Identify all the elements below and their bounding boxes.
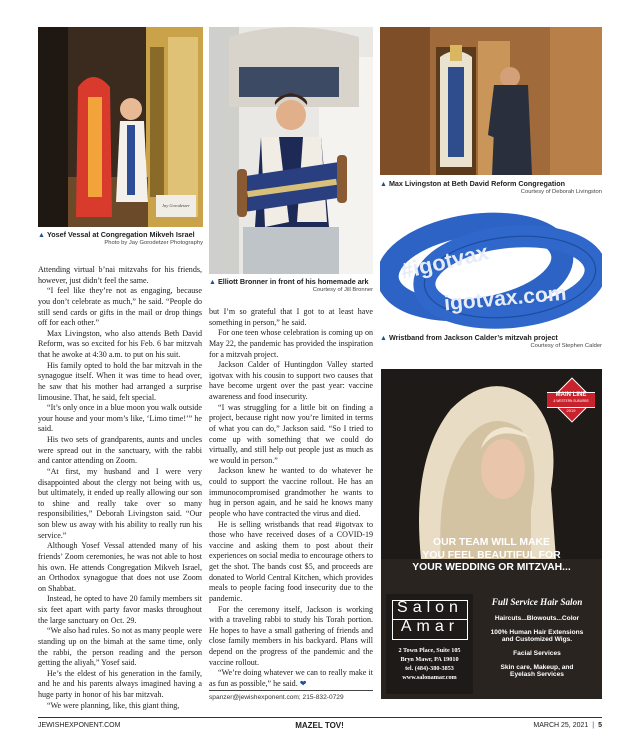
badge-text-3: 2019 (566, 408, 576, 413)
photo-credit: Courtesy of Stephen Calder (530, 343, 602, 349)
paragraph: “It’s only once in a blue moon you walk outside your house and your mom’s like, ‘Limo time!’” he said. (38, 403, 202, 434)
service-item: Skin care, Makeup, and (500, 664, 574, 671)
salon-logo-panel (386, 594, 473, 694)
paragraph: For the ceremony itself, Jackson is working with a traveling rabbi to study his Torah portion. He hopes to have a small gathering of friends and close family members in his backyard. Plans will depend on the progress of the pandemic and the vaccine rollout. (209, 604, 373, 667)
paragraph: Jackson knew he wanted to do whatever he could to support the vaccine rollout. He has an immunocompromised grandmother he wants to hug in person again, and he said he knows many people who have contracted the virus and died. (209, 466, 373, 518)
paragraph: “We also had rules. So not as many people were standing up on the bimah at the same time, only the rabbi, the person reading and the person getting the aliyah,” Yosef said. (38, 626, 202, 668)
paragraph: For one teen whose celebration is coming up on May 22, the pandemic has provided the inspiration for a mitzvah project. (209, 328, 373, 359)
service-item: 100% Human Hair Extensions (490, 629, 584, 636)
caption-text: Wristband from Jackson Calder’s mitzvah project (388, 333, 558, 342)
ad-award-badge (549, 377, 593, 421)
caption-text: Max Livingston at Beth David Reform Congregation (388, 179, 566, 188)
wristband-text-2: igotvax.com (443, 281, 568, 316)
caption-triangle-icon: ▲ (380, 335, 387, 342)
photo-credit: Photo by Jay Gorodetzer Photography (104, 240, 203, 246)
photo-caption (380, 179, 565, 189)
caption-text: Elliott Bronner in front of his homemade ark (217, 277, 369, 286)
footer-date-text: MARCH 25, 2021 (533, 722, 589, 729)
salon-address-line: 2 Town Place, Suite 105 (398, 647, 461, 654)
service-item: Facial Services (513, 650, 561, 657)
photo-caption (209, 277, 369, 287)
ad-headline-line: YOUR WEDDING OR MITZVAH... (412, 562, 571, 573)
salon-contact (386, 646, 473, 682)
paragraph (209, 668, 373, 689)
salon-phone: tel. (484)-380-3853 (405, 665, 454, 672)
paragraph: He is selling wristbands that read #igotvax to those who have received doses of a COVID-19 vaccine and asking them to post about their experiences on social media to encourage others to get the shot. The bands cost $5, and proceeds are donated to World Central Kitchen, which provides meals to people facing food insecurity due to the pandemic. (209, 519, 373, 603)
footer-separator: | (592, 722, 595, 729)
paragraph: Although Yosef Vessal attended many of his friends’ Zoom ceremonies, he was not able to host his own. He attends Congregation Mikveh Israel, an Orthodox synagogue that does not use Zoom on Shabbat. (38, 541, 202, 593)
paragraph: “We were planning, like, this giant thing, (47, 700, 180, 710)
footer-section: MAZEL TOV! (295, 721, 344, 730)
caption-triangle-icon: ▲ (209, 279, 216, 286)
caption-triangle-icon: ▲ (380, 181, 387, 188)
service-item: Haircuts...Blowouts...Color (494, 615, 580, 622)
photo-yosef-vessal (38, 27, 203, 227)
footer-site: JEWISHEXPONENT.COM (38, 722, 121, 729)
service-title: Full Service Hair Salon (491, 597, 583, 607)
badge-text-1: MAIN LINE (555, 392, 587, 398)
salon-services (475, 597, 599, 678)
author-divider (209, 690, 373, 691)
article-column-1 (38, 265, 202, 711)
article-column-2 (209, 307, 373, 690)
salon-logo-word-2: Amar (400, 618, 460, 635)
paragraph: but I’m so grateful that I got to at least have something in person,” he said. (209, 307, 373, 327)
photo-wristband (380, 205, 602, 330)
photo-credit: Courtesy of Jill Bronner (312, 287, 373, 293)
paragraph: Instead, he opted to have 20 family members sit six feet apart with party favor masks throughout the large sanctuary on Oct. 29. (38, 594, 202, 625)
paragraph: His two sets of grandparents, aunts and uncles were spread out in the sanctuary, with the rabbi and cantor attending on Zoom. (38, 435, 202, 466)
footer-rule (38, 717, 602, 718)
photo-caption (38, 230, 195, 240)
author-contact: spanzer@jewishexponent.com; 215-832-0729 (209, 694, 344, 701)
ad-headline-line: OUR TEAM WILL MAKE (433, 537, 550, 548)
paragraph: Max Livingston, who also attends Beth David Reform, was so excited for his Feb. 6 bar mitzvah that he awoke at 4:30 a.m. to put on his suit. (38, 328, 202, 359)
service-item: and Customized Wigs. (501, 636, 573, 643)
service-item: Eyelash Services (510, 671, 564, 678)
photo-elliott-bronner-image (209, 27, 373, 274)
salon-amar-ad[interactable] (381, 369, 602, 699)
paragraph: Attending virtual b’nai mitzvahs for his friends, however, just didn’t feel the same. (38, 265, 202, 285)
footer-date (533, 722, 602, 729)
wristband-text-1: #igotvax (398, 239, 491, 284)
photo-max-livingston (380, 27, 602, 175)
paragraph-text: “We’re doing whatever we can to really make it as fun as possible,” he said. (209, 668, 373, 688)
photo-caption (380, 333, 558, 343)
photo-max-livingston-image (380, 27, 602, 175)
caption-text: Yosef Vessal at Congregation Mikveh Israel (46, 230, 195, 239)
caption-triangle-icon: ▲ (38, 232, 45, 239)
photo-elliott-bronner (209, 27, 373, 274)
salon-logo-word-1: Salon (397, 599, 463, 616)
paragraph: “I feel like they’re not as engaging, because you don’t celebrate as much,” he said. “People do still send cards or gifts in the mail or drop things off for each other.” (38, 286, 202, 328)
ad-headline (381, 537, 602, 575)
badge-text-2: & WESTERN SUBURBS (553, 399, 589, 403)
ad-headline-line: YOU FEEL BEAUTIFUL FOR (422, 549, 561, 561)
salon-address-line: Bryn Mawr, PA 19010 (400, 656, 459, 663)
paragraph: Jackson Calder of Huntingdon Valley started igotvax with his cousin to support two causes that have become urgent over the past year: vaccine awareness and food insecurity. (209, 360, 373, 401)
salon-website[interactable]: www.salonamar.com (402, 674, 457, 681)
paragraph: “At first, my husband and I were very disappointed about the clergy not being with us, but ultimately, it ended up really allowing our son to shine and really take over so many responsibilities,” Deborah Livingston said. “Our son blew us away with his ability to really run his service.” (38, 466, 202, 540)
heart-icon: ❤ (299, 678, 307, 688)
page-number: 5 (598, 722, 602, 729)
paragraph: He’s the eldest of his generation in the family, and he and his parents always imagined having a huge party in honor of his bar mitzvah. (38, 668, 202, 699)
photo-watermark: Jay Gorodetzer (162, 203, 190, 208)
photo-yosef-vessal-image (38, 27, 203, 227)
paragraph: His family opted to hold the bar mitzvah in the synagogue itself. When it was time to head over, he saw that his mother had arranged a surprise limousine. That, he said, felt special. (38, 360, 202, 402)
photo-credit: Courtesy of Deborah Livingston (520, 189, 602, 195)
paragraph: “I was struggling for a little bit on finding a project, because right now you’re limited in terms of what you can do,” Jackson said. “So I tried to come up with something that we could do virtually, and still help out people just as much as we would in person.” (209, 402, 373, 465)
